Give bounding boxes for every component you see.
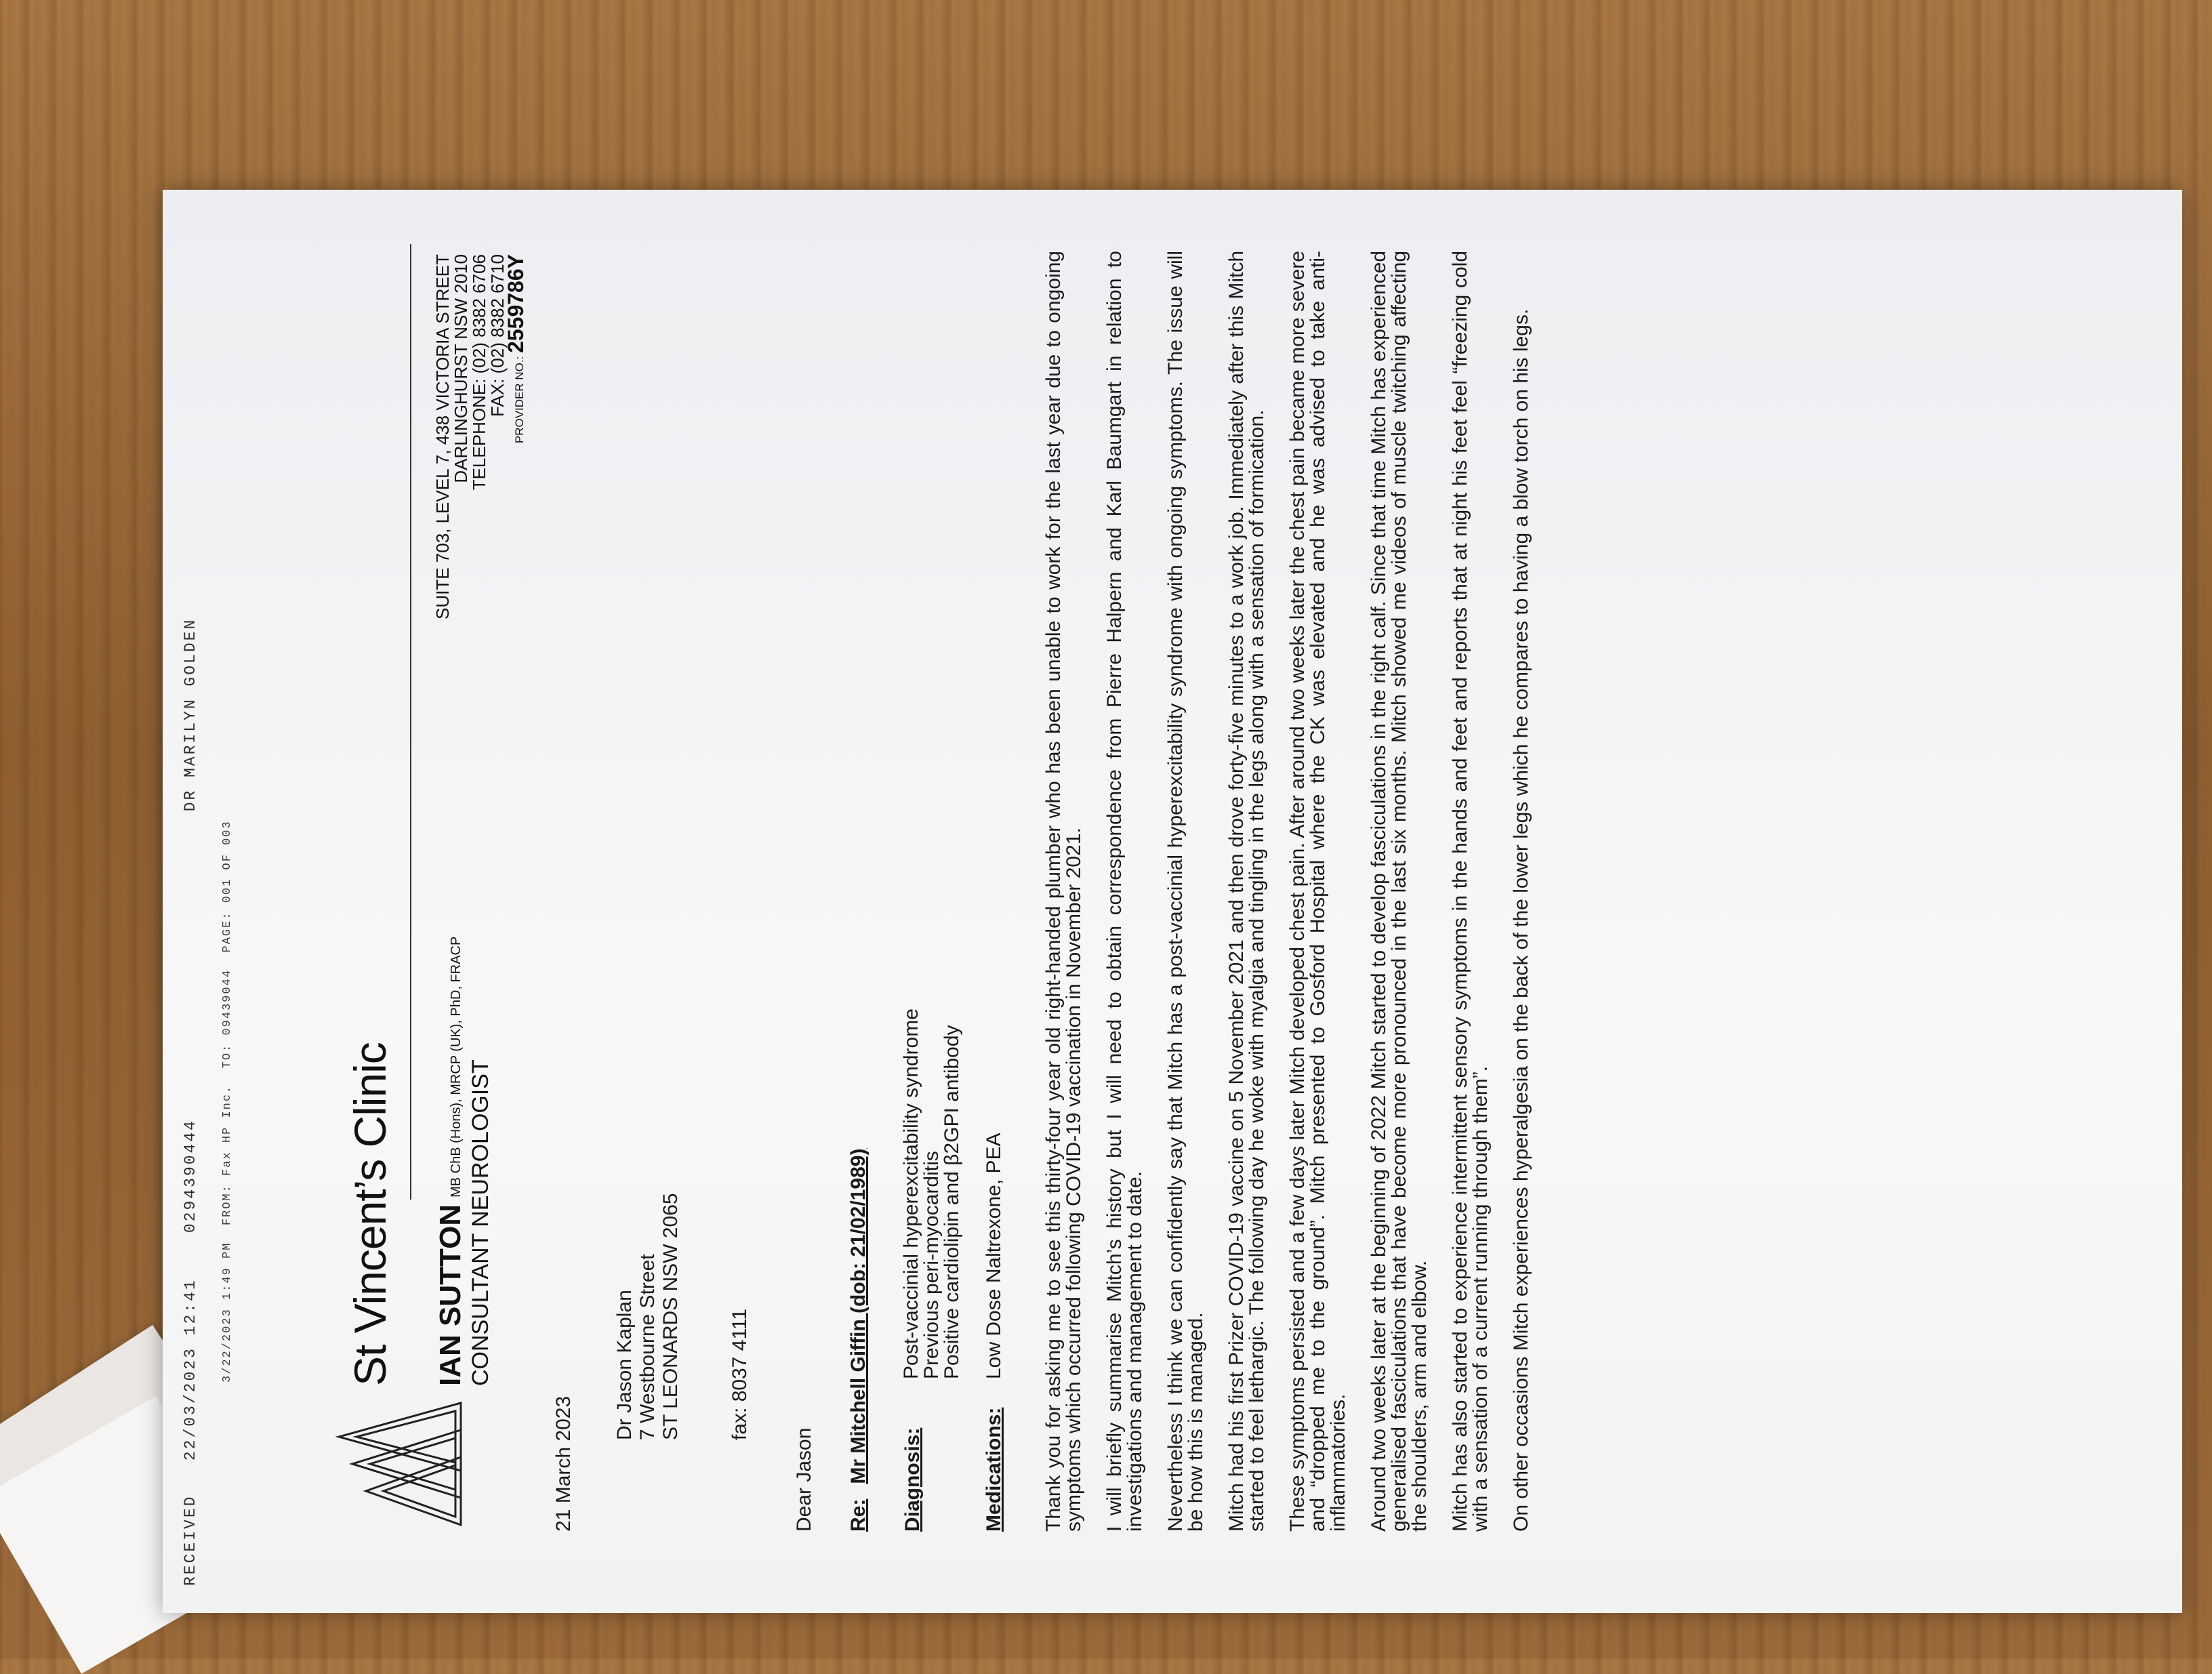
provider-line <box>504 254 529 619</box>
recipient-fax: fax: 8037 4111 <box>729 1308 751 1440</box>
doctor-qualifications: MB ChB (Hons), MRCP (UK), PhD, FRACP <box>449 936 464 1198</box>
letter-body <box>1044 251 1552 1532</box>
received-label: RECEIVED <box>182 1494 199 1586</box>
address-line: SUITE 703, LEVEL 7, 438 VICTORIA STREET <box>432 254 453 620</box>
medications-label: Medications: <box>983 1407 1005 1532</box>
letter-date: 21 March 2023 <box>552 1395 575 1532</box>
doctor-name-line <box>434 937 468 1386</box>
body-paragraph: Around two weeks later at the beginning of 2022 Mitch started to develop fasciculations in the right calf. Since that time Mitch has experienced generalised fasciculations that have become more pronounced in the last six months. Mitch showed me videos of muscle twitching affecting the shoulders, arm and elbow. <box>1368 251 1431 1532</box>
body-paragraph: Mitch had his first Prizer COVID-19 vaccine on 5 November 2021 and then drove forty-five minutes to a work job. Immediately after this Mitch started to feel lethargic. The following day he woke with myalgia and tingling in the legs along with a sensation of formication. <box>1225 251 1268 1532</box>
address-line: FAX: (02) 8382 6710 <box>487 254 508 417</box>
recipient-line: 7 Westbourne Street <box>636 1254 659 1440</box>
clinic-name: St Vincent’s Clinic <box>345 1042 395 1386</box>
medications-value: Low Dose Naltrexone, PEA <box>983 1132 1005 1379</box>
letter-sheet <box>163 190 2182 1613</box>
body-paragraph: I will briefly summarise Mitch’s history but I will need to obtain correspondence from Pierre Halpern and Karl Baumgart in relation to investigations and management to date. <box>1103 251 1146 1532</box>
recipient-line: Dr Jason Kaplan <box>613 1290 636 1440</box>
re-patient: Mr Mitchell Giffin (dob: 21/02/1989) <box>847 1148 869 1484</box>
fax-header-line <box>182 230 199 1586</box>
body-paragraph: Mitch has also started to experience intermittent sensory symptoms in the hands and feet and reports that at night his feet feel “freezing cold with a sensation of a current running through them”. <box>1449 251 1492 1532</box>
re-label: Re: <box>847 1498 869 1532</box>
diagnosis-label: Diagnosis: <box>901 1427 924 1532</box>
address-line: TELEPHONE: (02) 8382 6706 <box>469 254 489 491</box>
body-paragraph: Thank you for asking me to see this thirty-four year old right-handed plumber who has been unable to work for the last year due to ongoing symptoms which occurred following COVID-19 vaccination in November 2021. <box>1042 251 1085 1532</box>
body-paragraph: On other occasions Mitch experiences hyperalgesia on the back of the lower legs which he compares to having a blow torch on his legs. <box>1510 308 1532 1532</box>
doctor-name: IAN SUTTON <box>434 1204 467 1386</box>
doctor-title: CONSULTANT NEUROLOGIST <box>468 1059 493 1386</box>
received-datetime: 22/03/2023 12:41 <box>182 1278 199 1461</box>
clinic-address <box>434 254 529 619</box>
recipient-name: DR MARILYN GOLDEN <box>182 617 199 812</box>
provider-number: 2559786Y <box>504 254 528 353</box>
diagnosis-list <box>901 1008 962 1379</box>
fax-transmission-line: 3/22/2023 1:49 PM FROM: Fax HP Inc. TO: 09439044 PAGE: 001 OF 003 <box>221 820 234 1383</box>
diagnosis-item: Positive cardiolipin and β2GPI antibody <box>941 1025 963 1379</box>
letterhead-divider <box>410 244 411 1200</box>
re-line <box>847 1149 870 1532</box>
body-paragraph: These symptoms persisted and a few days later Mitch developed chest pain. After around two weeks later the chest pain became more severe and “dropped me to the ground”. Mitch presented to Gosford Hospital where the CK was elevated and he was advised to take anti-inflammatories. <box>1286 251 1349 1532</box>
sender-number: 0294390444 <box>182 1119 199 1233</box>
recipient-address <box>613 1193 682 1440</box>
clinic-logo-icon <box>325 1389 468 1532</box>
body-paragraph: Nevertheless I think we can confidently say that Mitch has a post-vaccinial hyperexcitability syndrome with ongoing symptoms. The issue will be how this is managed. <box>1164 251 1207 1532</box>
diagnosis-item: Previous peri-myocarditis <box>920 1151 943 1379</box>
provider-label: PROVIDER NO.: <box>513 356 526 444</box>
diagnosis-item: Post-vaccinial hyperexcitability syndrome <box>900 1008 922 1379</box>
salutation: Dear Jason <box>793 1427 815 1532</box>
address-line: DARLINGHURST NSW 2010 <box>451 254 471 483</box>
recipient-line: ST LEONARDS NSW 2065 <box>659 1193 682 1440</box>
